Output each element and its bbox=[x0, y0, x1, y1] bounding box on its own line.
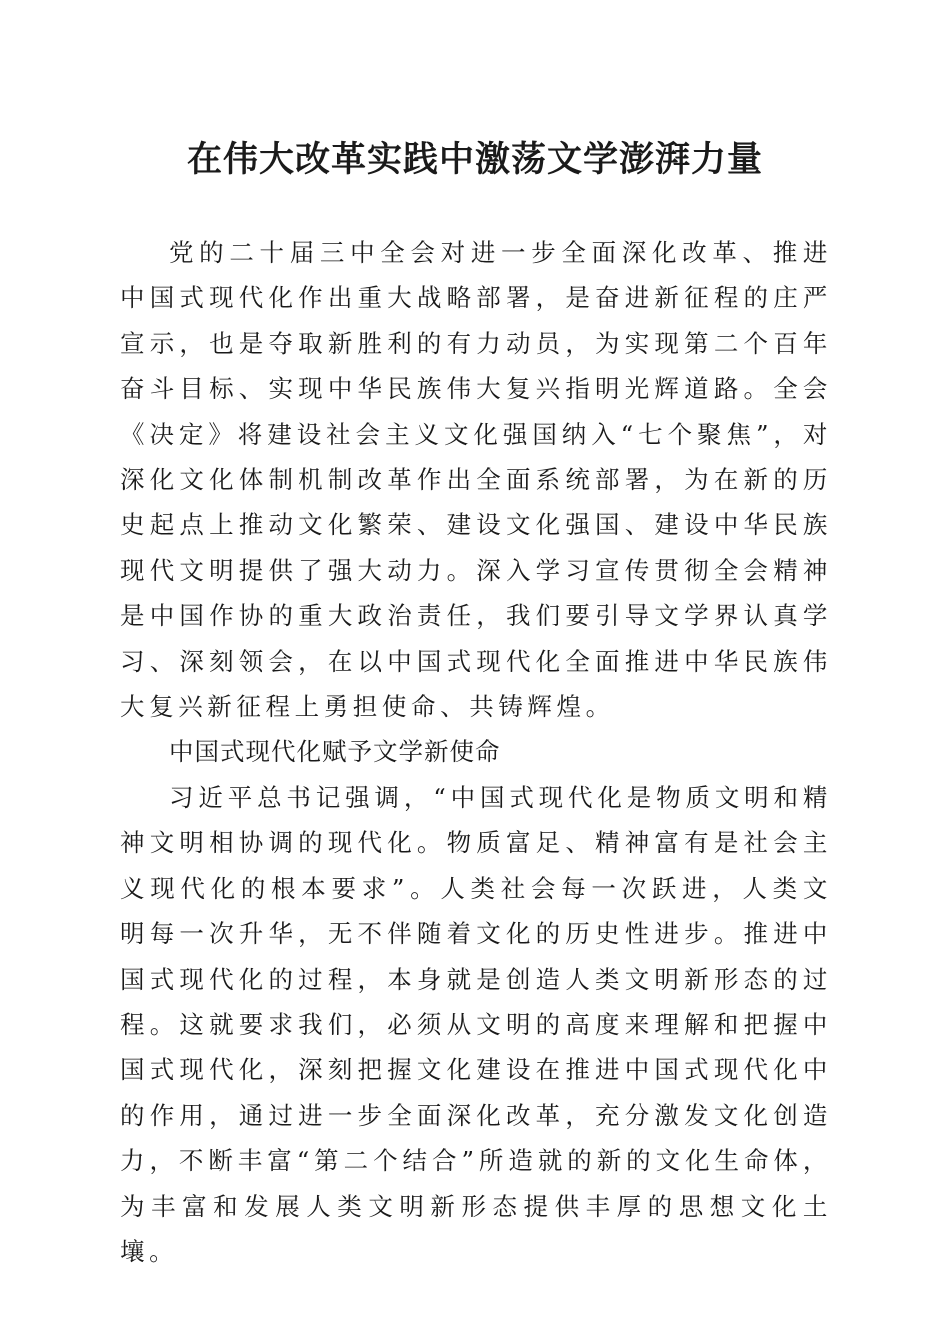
document-title: 在伟大改革实践中激荡文学澎湃力量 bbox=[186, 139, 763, 180]
document-body bbox=[120, 230, 832, 1274]
section-heading: 中国式现代化赋予文学新使命 bbox=[169, 737, 501, 767]
paragraph-intro: 党的二十届三中全会对进一步全面深化改革、推进中国式现代化作出重大战略部署，是奋进新征程的庄严宣示，也是夺取新胜利的有力动员，为实现第二个百年奋斗目标、实现中华民族伟大复兴指明光辉道路。全会《决定》将建设社会主义文化强国纳入“七个聚焦”，对深化文化体制机制改革作出全面系统部署，为在新的历史起点上推动文化繁荣、建设文化强国、建设中华民族现代文明提供了强大动力。深入学习宣传贯彻全会精神是中国作协的重大政治责任，我们要引导文学界认真学习、深刻领会，在以中国式现代化全面推进中华民族伟大复兴新征程上勇担使命、共铸辉煌。 bbox=[120, 238, 832, 722]
paragraph-section-body: 习近平总书记强调，“中国式现代化是物质文明和精神文明相协调的现代化。物质富足、精神富有是社会主义现代化的根本要求”。人类社会每一次跃进，人类文明每一次升华，无不伴随着文化的历史性进步。推进中国式现代化的过程，本身就是创造人类文明新形态的过程。这就要求我们，必须从文明的高度来理解和把握中国式现代化，深刻把握文化建设在推进中国式现代化中的作用，通过进一步全面深化改革，充分激发文化创造力，不断丰富“第二个结合”所造就的新的文化生命体，为丰富和发展人类文明新形态提供丰厚的思想文化土壤。 bbox=[120, 782, 832, 1266]
